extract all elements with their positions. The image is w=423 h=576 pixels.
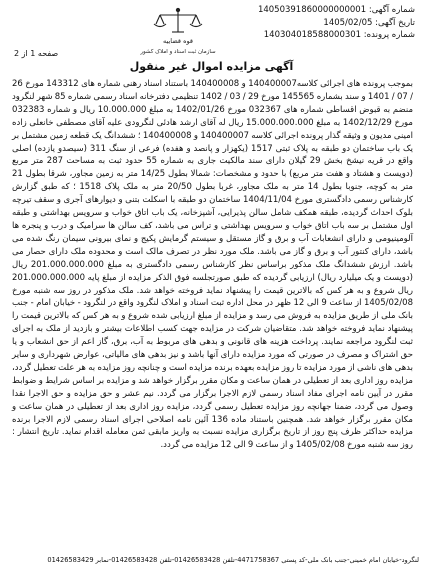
- file-number-label: شماره پرونده:: [363, 30, 415, 40]
- file-number-row: [263, 29, 415, 42]
- ad-number-value: 14050391860000000001: [257, 5, 367, 15]
- page-indicator: صفحه 1 از 2: [14, 49, 59, 58]
- file-number-value: 140304018588000301: [263, 30, 362, 40]
- document-body: بموجب پرونده های اجرائی کلاسه140400007 و 140400008 باستناد اسناد رهنی شماره های 143312 مورخ 26 / 07 / 1401 و سند بشماره 145565 مورخ 29 / 03 / 1402 تنظیمی دفترخانه اسناد رسمی شماره 85 شهر لنگرود منضم به قبوض اقساطی شماره های 032367 مورخ 1402/01/26 به مبلغ 10.000.000 ریال و شماره 032383 مورخ 1402/12/29 به مبلغ 15.000.000.000 ریال له آقای ارشد هادئی لنگرودی علیه آقای مصطفی خانعلی زاده امینی مدیون و وثیقه گذار پرونده اجرائی کلاسه 140400007 و 140400008 ؛ ششدانگ یک قطعه زمین مشتمل بر یک باب ساختمان دو طبقه به پلاک ثبتی 1517 (یکهزار و پانصد و هفده) فرعی از سنگ 311 (سیصدو یازده) اصلی واقع در قریه نیشخ بخش 29 گیلان دارای سند مالکیت جاری به شماره 55 حدود ثبت به مساحت 287 متر مربع (دویست و هشتاد و هفت متر مربع) با حدود و مشخصات: شمالا بطول 14/25 متر به زمین مجاور، شرقا بطول 21 متر به کوچه، جنوبا بطول 14 متر به ملک مجاور، غربا بطول 20/50 متر به ملک پلاک 1518 ؛ که طبق گزارش کارشناس رسمی دادگستری مورخ 1404/11/04 ساختمان دو طبقه با اسکلت بتنی و دیوارهای آجری و سقف تیرچه بلوک احداث گردیده، طبقه همکف شامل سالن پذیرایی، آشپزخانه، یک باب اتاق خواب و سرویس بهداشتی و طبقه اول مشتمل بر سه باب اتاق خواب و سرویس بهداشتی و تراس می باشد، کف سالن ها سرامیک و درب و پنجره ها آلومینیومی و دارای انشعابات آب و برق و گاز مستقل و سیستم گرمایش پکیج و نمای بیرونی سیمان رنگ شده می باشد، دارای کنتور آب و برق و گاز می باشد. ملک مورد نظر در تصرف مالک است و محدوده ملک دارای حصار می باشد. ارزش ششدانگ ملک مذکور براساس نظر کارشناس رسمی دادگستری به مبلغ 201.000.000.000 ریال (دویست و یک میلیارد ریال) ارزیابی گردیده که طبق صورتجلسه فوق الذکر مزایده از مبلغ پایه 201.000.000.000 ریال شروع و به هر کس که بالاترین قیمت را پیشنهاد نماید فروخته خواهد شد. ملک مذکور در روز سه شنبه مورخ 1405/02/08 از ساعت 9 الی 12 ظهر در محل اداره ثبت اسناد و املاک لنگرود واقع در لنگرود - خیابان امام - جنب بانک ملی از طریق مزایده به فروش می رسد و مزایده از مبلغ ارزیابی شده شروع و به هر کس که بالاترین قیمت را پیشنهاد نماید فروخته خواهد شد. متقاضیان شرکت در مزایده جهت کسب اطلاعات بیشتر و بازدید از ملک به اجرای ثبت لنگرود مراجعه نمایند. پرداخت هزینه های قانونی و بدهی های مربوط به آب، برق، گاز اعم از حق انشعاب و یا حق اشتراک و مصرف در صورتی که مورد مزایده دارای آنها باشد و نیز بدهی های مالیاتی، عوارض شهرداری و سایر بدهی های ناشی از مورد مزایده تا روز مزایده بعهده برنده مزایده است و چنانچه روز مزایده به هر علت تعطیل گردد، مزایده روز اداری بعد از تعطیلی در همان ساعت و مکان مقرر برگزار خواهد شد و مزایده بر اساس شرایط و ضوابط مقرر در آیین نامه اجرای مفاد اسناد رسمی لازم الاجرا برگزار می گردد. نیم عشر و حق مزایده و حق الاجرا نقدا وصول می گردد، ضمنا جهانچه روز مزایده تعطیل رسمی گردد، مزایده روز اداری بعد از تعطیلی در همان ساعت و مکان مقرر برگزار خواهد شد. همچنین باستناد ماده 136 آئین نامه اصلاحی اجرای اسناد رسمی لازم الاجرا برنده مزایده حداکثر ظرف پنج روز از تاریخ برگزاری مزایده نسبت به واریز مابقی ثمن معامله اقدام نماید. تاریخ انتشار : روز سه شنبه مورخ 1405/02/08 و از ساعت 9 الی 12 مزایده می گردد.: [12, 79, 414, 451]
- ad-number-label: شماره آگهی:: [368, 5, 415, 15]
- scales-of-justice-icon: [118, 6, 238, 58]
- document-title: آگهی مزایده اموال غیر منقول: [129, 60, 294, 73]
- document-footer: لنگرود-خیابان امام خمینی-جنب بانک ملی-کد پستی 4471758367-تلفن 01426583428-تلفن 01426583428-نمابر 01426583429: [47, 556, 419, 564]
- ad-number-row: [257, 4, 415, 17]
- ad-date-label: تاریخ آگهی:: [375, 17, 415, 28]
- emblem-caption: قوه قضاییه: [163, 37, 193, 45]
- emblem-subcaption: سازمان ثبت اسناد و املاک کشور: [140, 49, 216, 55]
- ad-date-value: 1405/02/05: [323, 17, 373, 28]
- ad-date-row: [275, 17, 415, 30]
- document-metadata: [257, 4, 415, 42]
- judiciary-emblem: [118, 6, 238, 58]
